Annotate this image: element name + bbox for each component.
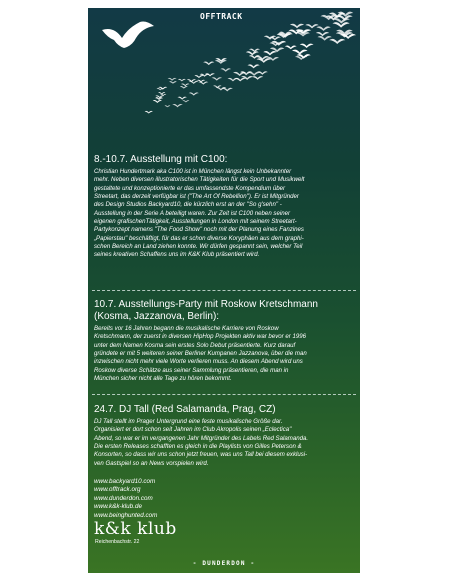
section-1-line: seines kreativen Schaffens uns im K&K Klub präsentiert wird. [94, 251, 260, 259]
website-link[interactable]: www.dunderdon.com [94, 494, 153, 502]
bird-icon [169, 81, 177, 83]
bird-icon [316, 26, 330, 31]
website-links [94, 478, 157, 520]
bird-icon [220, 68, 231, 71]
section-2-body [94, 325, 356, 383]
bird-icon [270, 48, 284, 53]
section-1-line: gestaltete und konzeptionierte er das umfassendste Kompendium über [94, 184, 286, 192]
footer-logo-text: DUNDERDON [202, 560, 246, 567]
bird-icon [249, 49, 260, 53]
bird-icon [168, 78, 177, 81]
section-2-line: München sicher nicht alle Tage zu hören bekommt. [94, 375, 232, 383]
section-3-body [94, 418, 356, 468]
bird-icon [177, 97, 186, 100]
section-3-heading: 24.7. DJ Tall (Red Salamanda, Prag, CZ) [94, 404, 276, 415]
bird-icon [252, 76, 263, 80]
bird-icon [285, 46, 297, 50]
section-1-heading: 8.-10.7. Ausstellung mit C100: [94, 154, 228, 165]
section-1-line: Partykonzept namens "The Food Show" noch mit der Planung eines Fanzines [94, 226, 304, 234]
bird-icon [228, 78, 239, 81]
bird-icon [181, 83, 189, 86]
bird-icon [233, 72, 246, 76]
section-3-line: ven Gastspiel so an News vorspielen wird. [94, 459, 209, 467]
section-3-line: Organisiert er dort schon seit Jahren im Club Akropolis seinen „Eclectica" [94, 426, 292, 434]
section-2-line: unter dem Namen Kosma sein erstes Solo Debut präsentierte. Kurz darauf [94, 341, 296, 349]
bird-icon [300, 44, 314, 48]
bird-icon [178, 79, 186, 82]
bird-icon [165, 105, 171, 107]
section-1-line: eigenen grafischenTätigkeit, Ausstellungen in London mit seinem Streetart- [94, 218, 297, 226]
bird-icon [203, 62, 214, 66]
section-1-line: des Design Studios Backyard10, die kürzlich erst an der "So g'sehn" - [94, 201, 282, 209]
bird-icon [290, 24, 304, 29]
section-1-body [94, 168, 356, 260]
section-3-line: Die ersten Releases schafften es gleich in die Playlists von Gilles Peterson & [94, 443, 302, 451]
section-2-line: inzwischen nicht mehr viele Worte verlieren muss. An diesem Abend wird uns [94, 358, 303, 366]
bird-icon [180, 86, 188, 89]
bird-icon [145, 111, 153, 114]
section-divider [92, 394, 356, 395]
bird-icon [316, 32, 329, 36]
bird-icon [263, 51, 276, 55]
section-1-line: Christian Hundertmark aka C100 ist in München längst kein Unbekannter [94, 168, 292, 175]
website-link[interactable]: www.k&k-klub.de [94, 503, 142, 511]
bird-icon [246, 51, 259, 55]
website-link[interactable]: www.backyard10.com [94, 478, 156, 485]
section-1-line: Streetart, das derzeit verfügbar ist ("The Art Of Rebellion"). Er ist Mitgründer [94, 193, 299, 201]
section-3-line: Abend, so war er im vergangenen Jahr Mitgründer des Labels Red Salamanda. [94, 434, 309, 442]
section-2-line: gründete er mit 5 weiteren seiner Berliner Kumpanen Jazzanova, über die man [94, 350, 307, 358]
flying-birds-illustration [88, 8, 360, 133]
dove-icon [102, 22, 154, 49]
bird-icon [189, 92, 199, 95]
website-link[interactable]: www.beinghunted.com [94, 511, 158, 519]
footer-logo-dash-left: - [192, 560, 203, 567]
bird-icon [198, 81, 208, 84]
bird-icon [247, 64, 259, 68]
event-flyer [88, 8, 360, 573]
section-2-heading-line: 10.7. Ausstellungs-Party mit Roskow Kretschmann [94, 299, 318, 310]
bird-icon [329, 39, 345, 44]
bird-icon [172, 104, 183, 107]
dunderdon-logo [88, 560, 360, 567]
bird-icon [160, 94, 166, 96]
bird-icon [248, 72, 261, 76]
bird-icon [211, 77, 222, 80]
bird-icon [194, 75, 203, 78]
section-1-line: „Papierstau" beschäftigt, für das er schon diverse Koryphäen aus dem graphi- [94, 234, 304, 242]
section-2-heading [94, 299, 318, 323]
bird-icon [189, 81, 199, 84]
bird-icon [153, 100, 162, 103]
section-divider [92, 290, 356, 291]
section-2-heading-line: (Kosma, Jazzanova, Berlin): [94, 311, 220, 322]
section-3-line: Konsorten, so dass wir uns schon jetzt freuen, was uns Tall bei diesem exklusi- [94, 451, 308, 459]
section-1-line: mehr. Neben diversen illustratorischen Tätigkeiten für die Sport und Musikwelt [94, 176, 305, 184]
section-1-line: schen Bereich an Land ziehen konnte. Wir dürfen gespannt sein, welcher Teil [94, 243, 303, 251]
bird-icon [295, 56, 307, 60]
bird-icon [305, 24, 318, 28]
section-1-line: Ausstellung in der Serie A beteiligt waren. Zur Zeit ist C100 neben seiner [94, 209, 291, 217]
offtrack-logo: OFFTRACK [200, 12, 243, 21]
section-3-line: DJ Tall stellt im Prager Untergrund eine feste musikalische Größe dar. [94, 418, 283, 425]
bird-icon [292, 50, 308, 55]
website-link[interactable]: www.offtrack.org [94, 486, 141, 494]
kk-klub-logo: k&k klub [94, 519, 177, 539]
section-2-line: Roskow diverse Schätze aus seiner Sammlung präsentieren, die man in [94, 366, 289, 374]
section-2-line: Bereits vor 16 Jahren begann die musikalische Karriere von Roskow [94, 325, 279, 332]
venue-address: Reichenbachstr. 22 [95, 539, 140, 545]
section-2-line: Kretschmann, der zuerst in diversen HipHop Projekten aktiv war bevor er 1996 [94, 333, 307, 341]
bird-icon [182, 100, 189, 102]
footer-logo-dash-right: - [245, 560, 256, 567]
